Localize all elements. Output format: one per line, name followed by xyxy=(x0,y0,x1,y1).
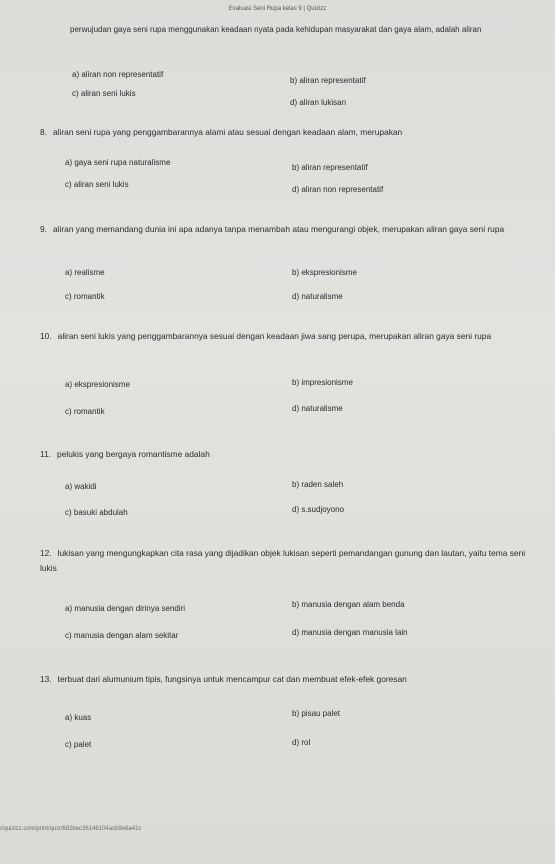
q13-option-c: c) palet xyxy=(65,740,92,749)
q10-option-a: a) ekspresionisme xyxy=(65,380,130,389)
intro-option-a: a) aliran non representatif xyxy=(72,70,164,79)
q11-option-c: c) basuki abdulah xyxy=(65,508,128,517)
q9-option-b: b) ekspresionisme xyxy=(292,268,357,277)
q9-option-d: d) naturalisme xyxy=(292,292,343,301)
question-text: terbuat dari alumunium tipis, fungsinya untuk mencampur cat dan membuat efek-efek goresan xyxy=(57,674,407,684)
question-text: pelukis yang bergaya romantisme adalah xyxy=(57,449,210,459)
question-11 xyxy=(40,447,540,462)
q13-option-a: a) kuas xyxy=(65,713,92,722)
question-number: 11. xyxy=(40,449,52,459)
question-number: 10. xyxy=(40,331,52,341)
q9-option-c: c) romantik xyxy=(65,292,105,301)
q10-option-c: c) romantik xyxy=(65,407,105,416)
question-number: 9. xyxy=(40,224,47,234)
q10-option-b: b) impresionisme xyxy=(292,378,353,387)
q11-option-b: b) raden saleh xyxy=(292,480,344,489)
question-8 xyxy=(40,125,540,140)
q8-option-a: a) gaya seni rupa naturalisme xyxy=(65,158,171,167)
q8-option-b: b) aliran representatif xyxy=(292,163,368,172)
q11-option-a: a) wakidi xyxy=(65,482,97,491)
question-number: 12. xyxy=(40,548,52,558)
q13-option-d: d) rol xyxy=(292,738,311,747)
q12-option-a: a) manusia dengan dirinya sendiri xyxy=(65,604,186,613)
q12-option-d: d) manusia dengan manusia lain xyxy=(292,628,408,637)
intro-option-d: d) aliran lukisan xyxy=(290,98,347,107)
page-header-title: Evaluasi Seni Rupa kelas 9 | Quizizz xyxy=(228,6,327,12)
intro-option-c: c) aliran seni lukis xyxy=(72,89,136,98)
question-text: aliran seni lukis yang penggambarannya sesuai dengan keadaan jiwa sang perupa, merupakan aliran gaya seni rupa xyxy=(57,331,492,341)
question-10 xyxy=(40,329,540,344)
question-text: aliran seni rupa yang penggambarannya alami atau sesuai dengan keadaan alam, merupakan xyxy=(53,127,403,137)
question-12 xyxy=(40,546,540,576)
question-intro-text: perwujudan gaya seni rupa menggunakan keadaan nyata pada kehidupan masyarakat dan gaya alam, adalah aliran xyxy=(70,25,482,34)
q8-option-c: c) aliran seni lukis xyxy=(65,180,129,189)
q12-option-b: b) manusia dengan alam benda xyxy=(292,600,405,609)
question-9 xyxy=(40,222,540,237)
q11-option-d: d) s.sudjoyono xyxy=(292,505,345,514)
q10-option-d: d) naturalisme xyxy=(292,404,343,413)
question-text: aliran yang memandang dunia ini apa adanya tanpa menambah atau mengurangi objek, merupakan aliran gaya seni rupa xyxy=(53,224,505,234)
question-text: lukisan yang mengungkapkan cita rasa yang dijadikan objek lukisan seperti pemandangan gunung dan lautan, yaitu tema seni lukis xyxy=(40,548,526,573)
question-number: 8. xyxy=(40,127,47,137)
intro-option-b: b) aliran representatif xyxy=(290,76,366,85)
question-13 xyxy=(40,672,540,687)
q13-option-b: b) pisau palet xyxy=(292,709,341,718)
q8-option-d: d) aliran non representatif xyxy=(292,185,384,194)
footer-url: //quizizz.com/print/quiz/682bec36146104acb9e6a41c xyxy=(0,826,142,832)
q9-option-a: a) realisme xyxy=(65,268,105,277)
question-number: 13. xyxy=(40,674,52,684)
q12-option-c: c) manusia dengan alam sekitar xyxy=(65,631,179,640)
